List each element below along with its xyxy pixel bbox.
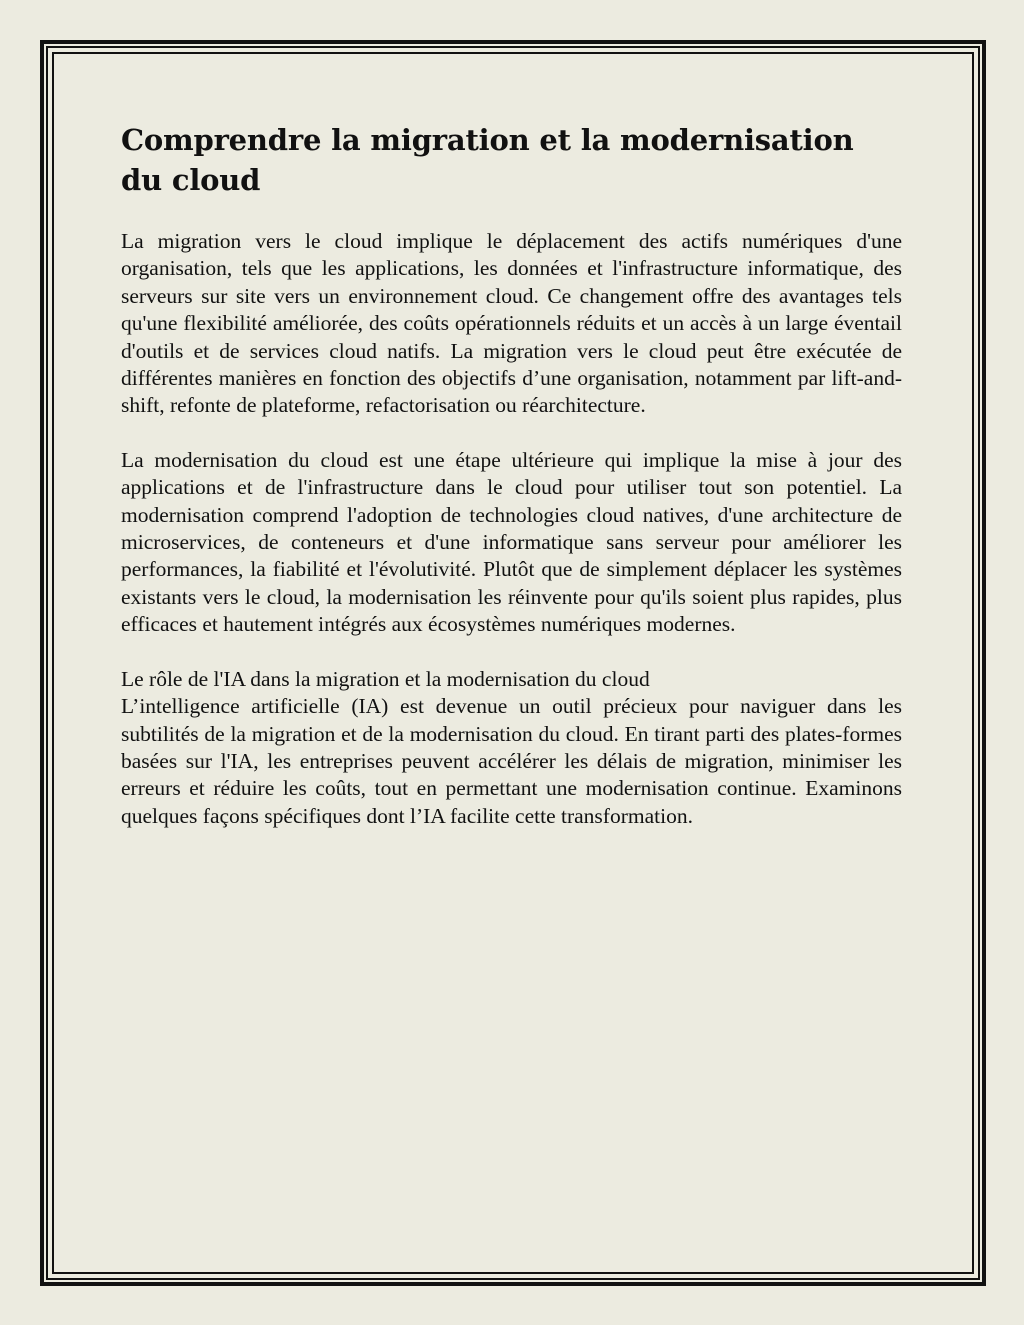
paragraph-cloud-migration: La migration vers le cloud implique le déplacement des actifs numériques d'une organisation, tels que les applications, les données et l'infrastructure informatique, des serveurs sur site vers un environnement cloud. Ce changement offre des avantages tels qu'une flexibilité améliorée, des coûts opérationnels réduits et un accès à un large éventail d'outils et de services cloud natifs. La migration vers le cloud peut être exécutée de différentes manières en fonction des objectifs d’une organisation, notamment par lift-and-shift, refonte de plateforme, refactorisation ou réarchitecture.	[121, 229, 902, 418]
document-title: Comprendre la migration et la modernisation du cloud	[121, 123, 854, 197]
paragraph-ai-role: L’intelligence artificielle (IA) est devenue un outil précieux pour naviguer dans les subtilités de la migration et de la modernisation du cloud. En tirant parti des plates-formes basées sur l'IA, les entreprises peuvent accélérer les délais de migration, minimiser les erreurs et réduire les coûts, tout en permettant une modernisation continue. Examinons quelques façons spécifiques dont l’IA facilite cette transformation.	[121, 694, 902, 828]
paragraph-cloud-modernisation: La modernisation du cloud est une étape ultérieure qui implique la mise à jour des applications et de l'infrastructure dans le cloud pour utiliser tout son potentiel. La modernisation comprend l'adoption de technologies cloud natives, d'une architecture de microservices, de conteneurs et d'une informatique sans serveur pour améliorer les performances, la fiabilité et l'évolutivité. Plutôt que de simplement déplacer les systèmes existants vers le cloud, la modernisation les réinvente pour qu'ils soient plus rapides, plus efficaces et hautement intégrés aux écosystèmes numériques modernes.	[121, 447, 902, 637]
section-subheading: Le rôle de l'IA dans la migration et la modernisation du cloud	[121, 666, 650, 691]
document-body	[121, 120, 902, 830]
